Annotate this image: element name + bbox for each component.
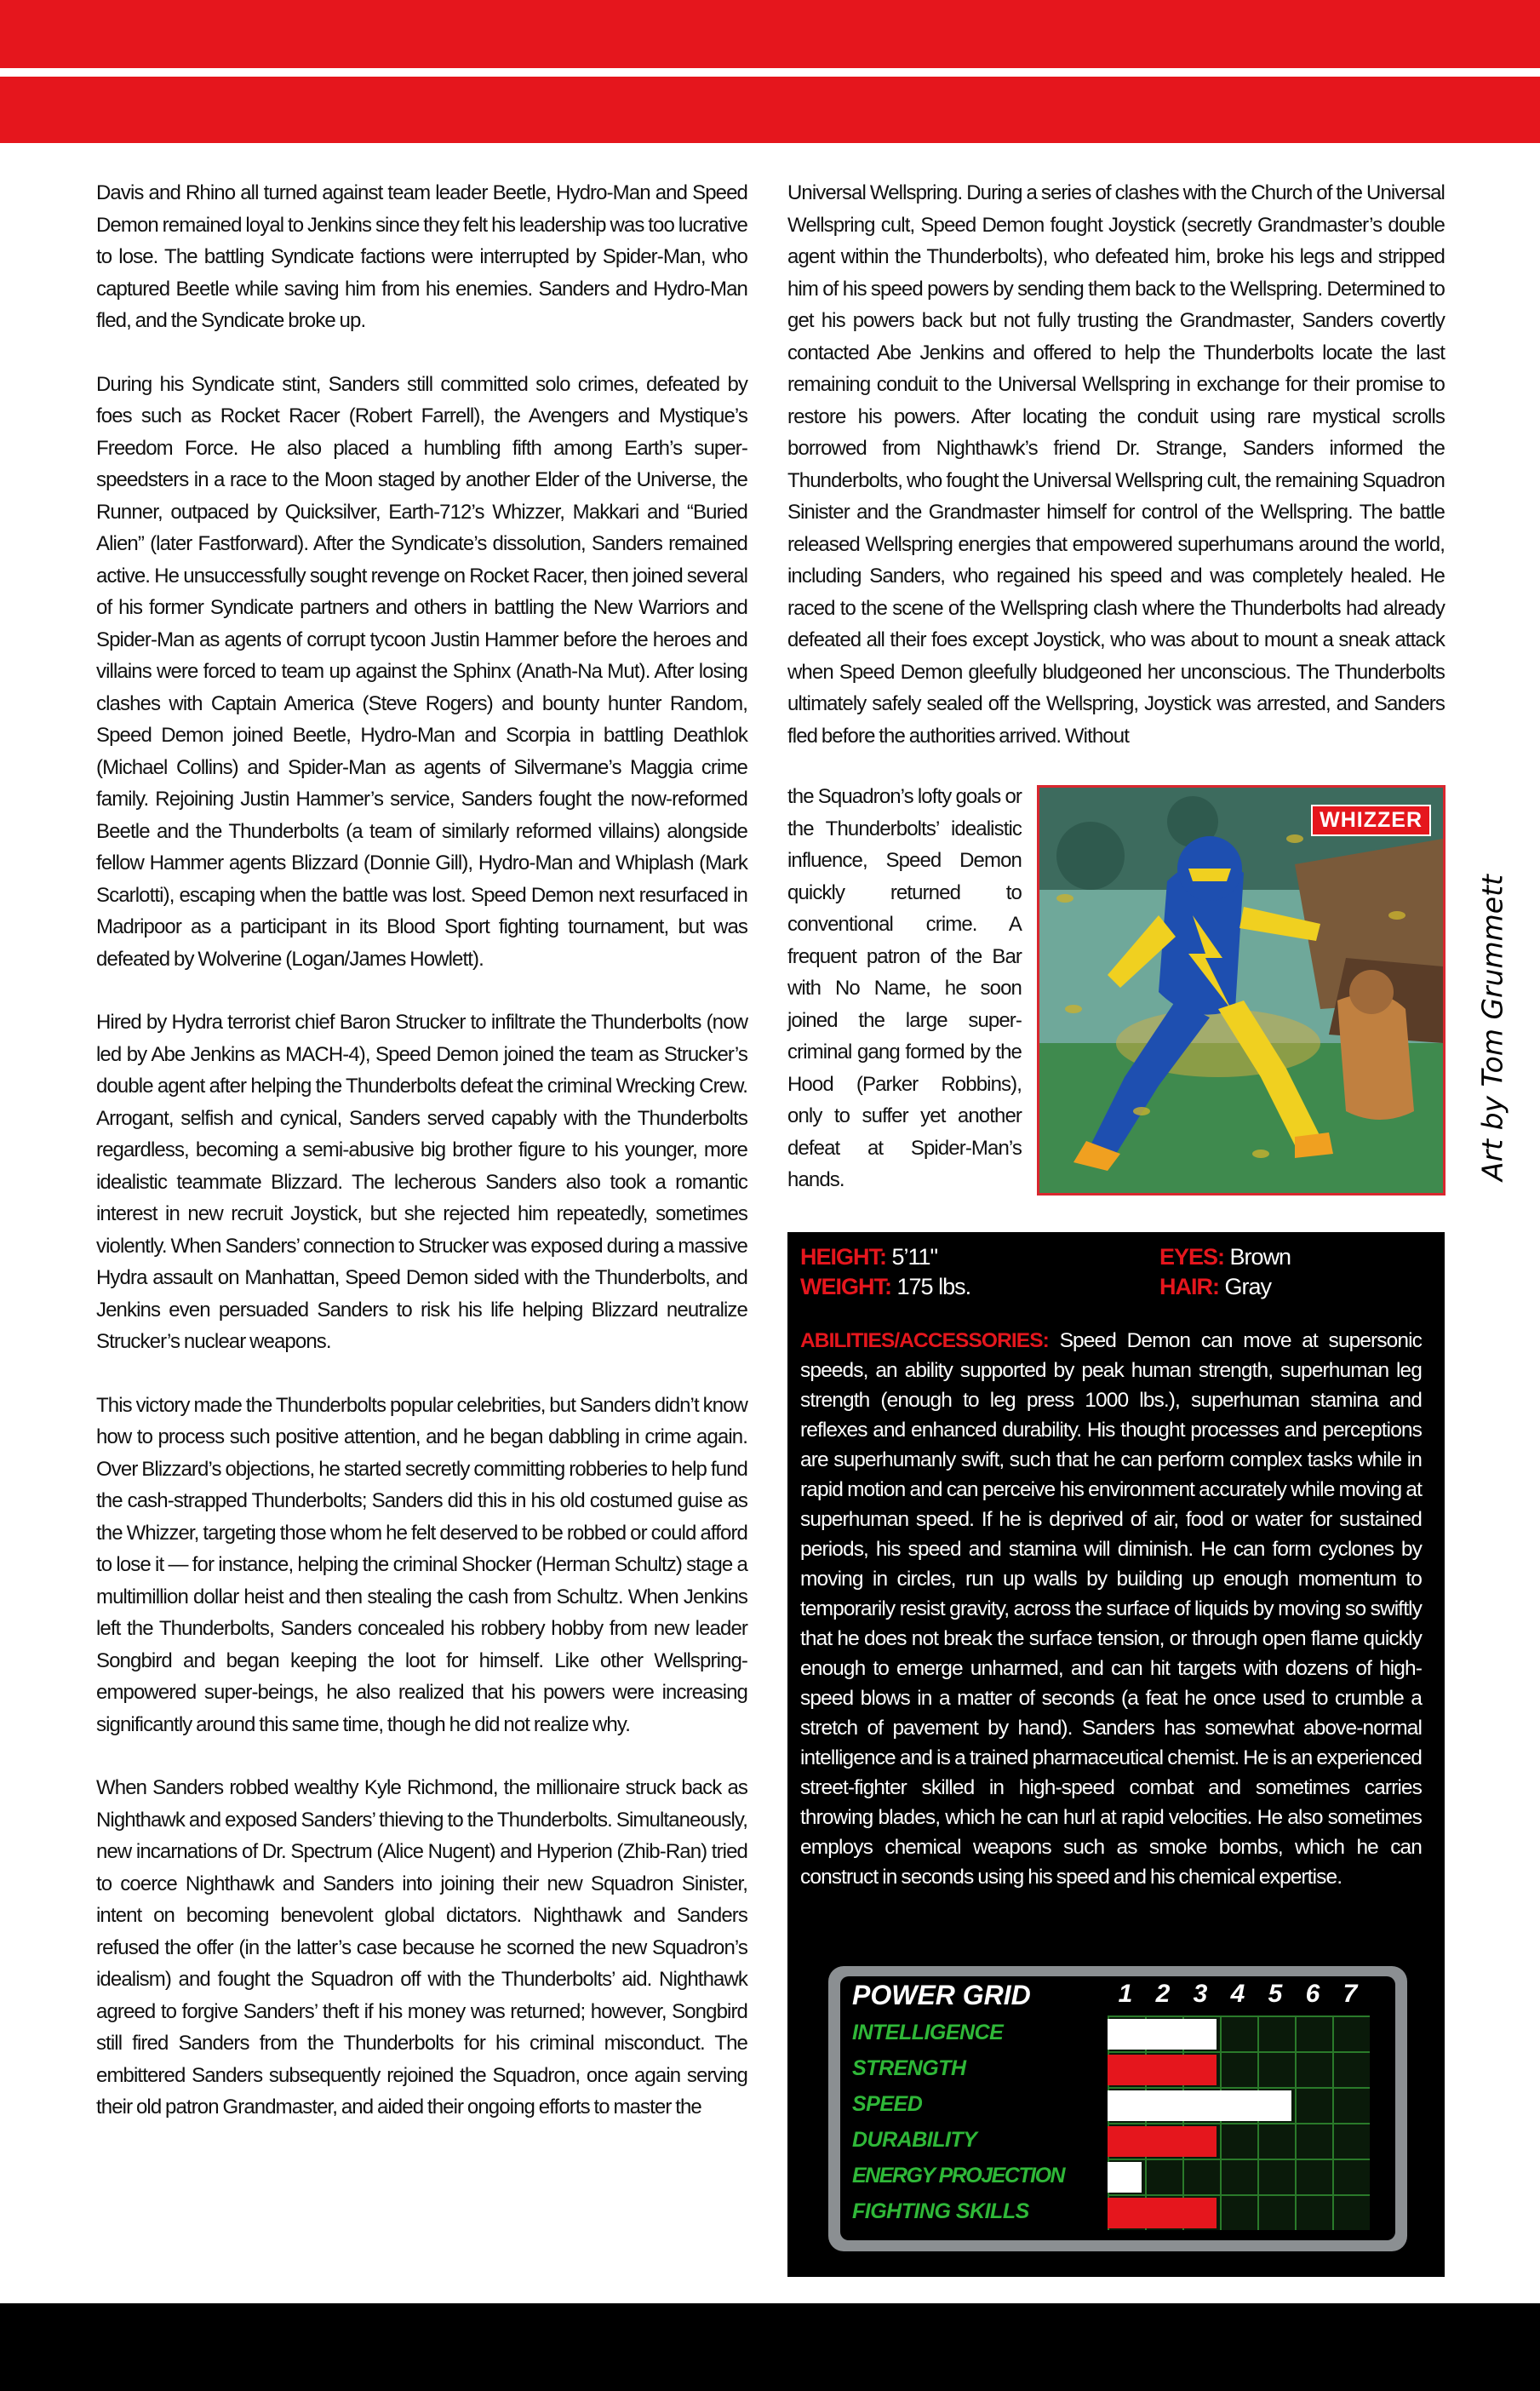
height-label: HEIGHT:	[800, 1244, 886, 1270]
power-grid-scale-number: 1	[1118, 1980, 1133, 2008]
paragraph: Universal Wellspring. During a series of clashes with the Church of the Universal Wellspring cult, Speed Demon fought Joystick (secretly Grandmaster’s double agent within the Thunderbolts), who defeated him, broke his legs and stripped him of his speed powers by sending them back to the Wellspring. Determined to get his powers back but not fully trusting the Grandmaster, Sanders covertly contacted Abe Jenkins and offered to help the Thunderbolts locate the last remaining conduit to the Universal Wellspring in exchange for their promise to restore his powers. After locating the conduit using rare mystical scrolls borrowed from Nighthawk’s friend Dr. Strange, Sanders informed the Thunderbolts, who fought the Universal Wellspring cult, the remaining Squadron Sinister and the Grandmaster himself for control of the Wellspring. The battle released Wellspring energies that empowered superhumans around the world, including Sanders, who regained his speed and was completely healed. He raced to the scene of the Wellspring clash where the Thunderbolts had already defeated all their foes except Joystick, who was about to mount a sneak attack when Speed Demon gleefully bludgeoned her unconscious. The Thunderbolts ultimately safely sealed off the Wellspring, Joystick was arrested, and Sanders fled before the authorities arrived. Without	[787, 181, 1445, 748]
power-bar-durability	[1108, 2126, 1217, 2157]
power-bar-intelligence	[1108, 2019, 1217, 2050]
power-label-durability: DURABILITY	[852, 2128, 977, 2152]
right-wrap-text: the Squadron’s lofty goals or the Thunderbolts’ idealistic influence, Speed Demon quickly returned to conventional crime. A frequent patron of the Bar with No Name, he soon joined the large super-criminal gang formed by the Hood (Parker Robbins), only to suffer yet another defeat at Spider-Man’s hands.	[787, 785, 1022, 1191]
power-grid-scale-number: 3	[1193, 1980, 1208, 2008]
stats-box	[787, 1232, 1445, 2277]
character-name-tag: WHIZZER	[1311, 805, 1431, 836]
power-label-fighting-skills: FIGHTING SKILLS	[852, 2199, 1029, 2223]
abilities-label: ABILITIES/ACCESSORIES:	[800, 1329, 1049, 1352]
abilities-description: Speed Demon can move at supersonic speeds, an ability supported by peak human strength, superhuman leg strength (enough to leg press 1000 lbs.), superhuman stamina and reflexes and enhanced durability. His thought processes and perceptions are superhumanly swift, such that he can perform complex tasks while in rapid motion and can perceive his environment accurately while moving at superhuman speed. If he is deprived of air, food or water for sustained periods, his speed and stamina will diminish. He can form cyclones by moving in circles, run up walls by building up enough momentum to temporarily resist gravity, across the surface of liquids by moving so swiftly that he does not break the surface tension, or through open flame quickly enough to emerge unharmed, and can hit targets with dozens of high-speed blows in a matter of seconds (a feat he once used to crumble a stretch of pavement by hand). Sanders has somewhat above-normal intelligence and is a trained pharmaceutical chemist. He is an experienced street-fighter skilled in high-speed combat and sometimes carries throwing blades, which he can hurl at rapid velocities. He also sometimes employs chemical weapons such as smoke bombs, which he can construct in seconds using his speed and his chemical expertise.	[800, 1329, 1422, 1889]
eyes-stat	[1159, 1244, 1291, 1270]
right-column	[787, 177, 1445, 783]
weight-value: 175 lbs.	[896, 1274, 971, 1299]
power-bar-speed	[1108, 2090, 1291, 2121]
power-bar-strength	[1108, 2055, 1217, 2085]
eyes-label: EYES:	[1159, 1244, 1225, 1270]
header-bar	[0, 0, 1540, 143]
power-grid-scale-number: 5	[1268, 1980, 1283, 2008]
header-stripe	[0, 68, 1540, 77]
hair-stat	[1159, 1274, 1271, 1300]
abilities-text	[800, 1326, 1422, 1892]
power-grid-panel	[840, 1976, 1395, 2240]
whizzer-illustration	[1039, 788, 1443, 1193]
power-label-energy-projection: ENERGY PROJECTION	[852, 2164, 1065, 2187]
power-grid	[828, 1966, 1407, 2251]
power-bar-fighting-skills	[1108, 2198, 1217, 2228]
left-column	[96, 177, 747, 2155]
power-bar-energy-projection	[1108, 2162, 1142, 2193]
paragraph: Davis and Rhino all turned against team leader Beetle, Hydro-Man and Speed Demon remained loyal to Jenkins since they felt his leadership was too lucrative to lose. The battling Syndicate factions were interrupted by Spider-Man, who captured Beetle while saving him from his enemies. Sanders and Hydro-Man fled, and the Syndicate broke up.	[96, 181, 747, 332]
power-label-strength: STRENGTH	[852, 2056, 966, 2080]
power-grid-scale-number: 2	[1155, 1980, 1171, 2008]
power-label-speed: SPEED	[852, 2092, 923, 2116]
art-credit-text: Art by Tom Grummett	[1475, 874, 1509, 1181]
power-grid-title: POWER GRID	[852, 1980, 1031, 2010]
paragraph: Hired by Hydra terrorist chief Baron Strucker to infiltrate the Thunderbolts (now led by Abe Jenkins as MACH-4), Speed Demon joined the team as Strucker’s double agent after helping the Thunderbolts defeat the criminal Wrecking Crew. Arrogant, selfish and cynical, Sanders served capably with the Thunderbolts regardless, becoming a semi-abusive big brother figure to his younger, more idealistic teammate Blizzard. The lecherous Sanders also took a romantic interest in new recruit Joystick, but she rejected him repeatedly, sometimes violently. When Sanders’ connection to Strucker was exposed during a massive Hydra assault on Manhattan, Speed Demon sided with the Thunderbolts, and Jenkins even persuaded Sanders to risk his life helping Blizzard neutralize Strucker’s nuclear weapons.	[96, 1011, 747, 1353]
whizzer-art-panel	[1037, 785, 1446, 1196]
height-stat	[800, 1244, 937, 1270]
power-label-intelligence: INTELLIGENCE	[852, 2021, 1004, 2044]
hair-value: Gray	[1224, 1274, 1272, 1299]
power-grid-scale-number: 6	[1305, 1980, 1320, 2008]
paragraph: This victory made the Thunderbolts popular celebrities, but Sanders didn’t know how to process such positive attention, and he began dabbling in crime again. Over Blizzard’s objections, he started secretly committing robberies to help fund the cash-strapped Thunderbolts; Sanders did this in his old costumed guise as the Whizzer, targeting those whom he felt deserved to be robbed or could afford to lose it — for instance, helping the criminal Shocker (Herman Schultz) stage a multimillion dollar heist and then stealing the cash from Schultz. When Jenkins left the Thunderbolts, Sanders concealed his robbery hobby from new leader Songbird and began keeping the loot for himself. Like other Wellspring-empowered super-beings, he also realized that his powers were increasing significantly around this same time, though he did not realize why.	[96, 1393, 747, 1736]
footer-bar	[0, 2303, 1540, 2391]
eyes-value: Brown	[1229, 1244, 1291, 1270]
weight-stat	[800, 1274, 970, 1300]
power-grid-scale-number: 4	[1230, 1980, 1245, 2008]
paragraph: During his Syndicate stint, Sanders still committed solo crimes, defeated by foes such as Rocket Racer (Robert Farrell), the Avengers and Mystique’s Freedom Force. He also placed a humbling fifth among Earth’s super-speedsters in a race to the Moon staged by another Elder of the Universe, the Runner, outpaced by Quicksilver, Earth-712’s Whizzer, Makkari and “Buried Alien” (later Fastforward). After the Syndicate’s dissolution, Sanders remained active. He unsuccessfully sought revenge on Rocket Racer, then joined several of his former Syndicate partners and others in battling the New Warriors and Spider-Man as agents of corrupt tycoon Justin Hammer before the heroes and villains were forced to team up against the Sphinx (Anath-Na Mut). After losing clashes with Captain America (Steve Rogers) and bounty hunter Random, Speed Demon joined Beetle, Hydro-Man and Scorpia in battling Deathlok (Michael Collins) and Spider-Man as agents of Silvermane’s Maggia crime family. Rejoining Justin Hammer’s service, Sanders fought the now-reformed Beetle and the Thunderbolts (a team of similarly reformed villains) alongside fellow Hammer agents Blizzard (Donnie Gill), Hydro-Man and Whiplash (Mark Scarlotti), escaping when the battle was lost. Speed Demon next resurfaced in Madripoor as a participant in its Blood Sport fighting tournament, but was defeated by Wolverine (Logan/James Howlett).	[96, 372, 747, 971]
height-value: 5’11"	[891, 1244, 938, 1270]
power-grid-scale-number: 7	[1342, 1980, 1358, 2008]
hair-label: HAIR:	[1159, 1274, 1219, 1299]
weight-label: WEIGHT:	[800, 1274, 891, 1299]
art-credit	[1475, 862, 1509, 1194]
paragraph: When Sanders robbed wealthy Kyle Richmond, the millionaire struck back as Nighthawk and exposed Sanders’ thieving to the Thunderbolts. Simultaneously, new incarnations of Dr. Spectrum (Alice Nugent) and Hyperion (Zhib-Ran) tried to coerce Nighthawk and Sanders into joining their new Squadron Sinister, intent on becoming benevolent global dictators. Nighthawk and Sanders refused the offer (in the latter’s case because he scorned the new Squadron’s idealism) and fought the Squadron off with the Thunderbolts’ aid. Nighthawk agreed to forgive Sanders’ theft if his money was returned; however, Songbird still fired Sanders from the Thunderbolts for his criminal misconduct. The embittered Sanders subsequently rejoined the Squadron, once again serving their old patron Grandmaster, and aided their ongoing efforts to master the	[96, 1776, 747, 2119]
